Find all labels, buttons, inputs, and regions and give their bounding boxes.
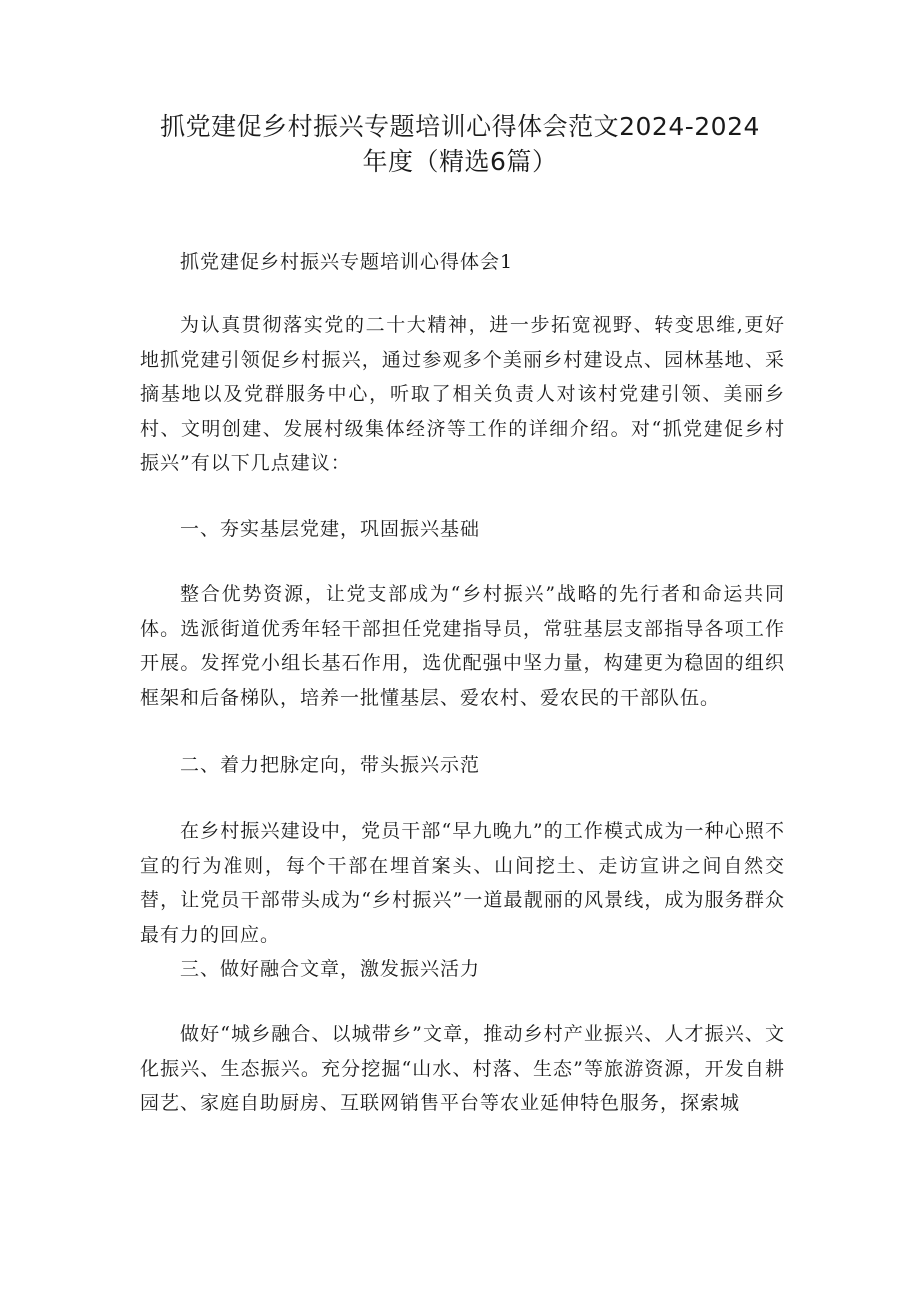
paragraph-section-3: 做好“城乡融合、以城带乡”文章，推动乡村产业振兴、人才振兴、文化振兴、生态振兴。充分挖掘“山水、村落、生态”等旅游资源，开发自耕园艺、家庭自助厨房、互联网销售平台等农业延伸特色服务，探索城 <box>140 1023 785 1114</box>
document-title-line-2: 年度（精选6篇） <box>362 147 558 176</box>
document-title-line-1: 抓党建促乡村振兴专题培训心得体会范文2024-2024 <box>160 112 760 141</box>
document-subtitle: 抓党建促乡村振兴专题培训心得体会1 <box>180 251 514 273</box>
paragraph-section-1: 整合优势资源，让党支部成为“乡村振兴”战略的先行者和命运共同体。选派街道优秀年轻干部担任党建指导员，常驻基层支部指导各项工作开展。发挥党小组长基石作用，选优配强中坚力量，构建更为稳固的组织框架和后备梯队，培养一批懂基层、爱农村、爱农民的干部队伍。 <box>140 583 785 709</box>
section-heading-3: 三、做好融合文章，激发振兴活力 <box>180 958 481 980</box>
section-heading-2: 二、着力把脉定向，带头振兴示范 <box>180 754 481 776</box>
paragraph-section-2: 在乡村振兴建设中，党员干部“早九晚九”的工作模式成为一种心照不宣的行为准则，每个干部在埋首案头、山间挖土、走访宣讲之间自然交替，让党员干部带头成为“乡村振兴”一道最靓丽的风景线，成为服务群众最有力的回应。 <box>140 820 785 946</box>
section-heading-1: 一、夯实基层党建，巩固振兴基础 <box>180 518 481 540</box>
paragraph-intro: 为认真贯彻落实党的二十大精神，进一步拓宽视野、转变思维,更好地抓党建引领促乡村振兴，通过参观多个美丽乡村建设点、园林基地、采摘基地以及党群服务中心，听取了相关负责人对该村党建引领、美丽乡村、文明创建、发展村级集体经济等工作的详细介绍。对“抓党建促乡村振兴”有以下几点建议： <box>140 314 785 474</box>
